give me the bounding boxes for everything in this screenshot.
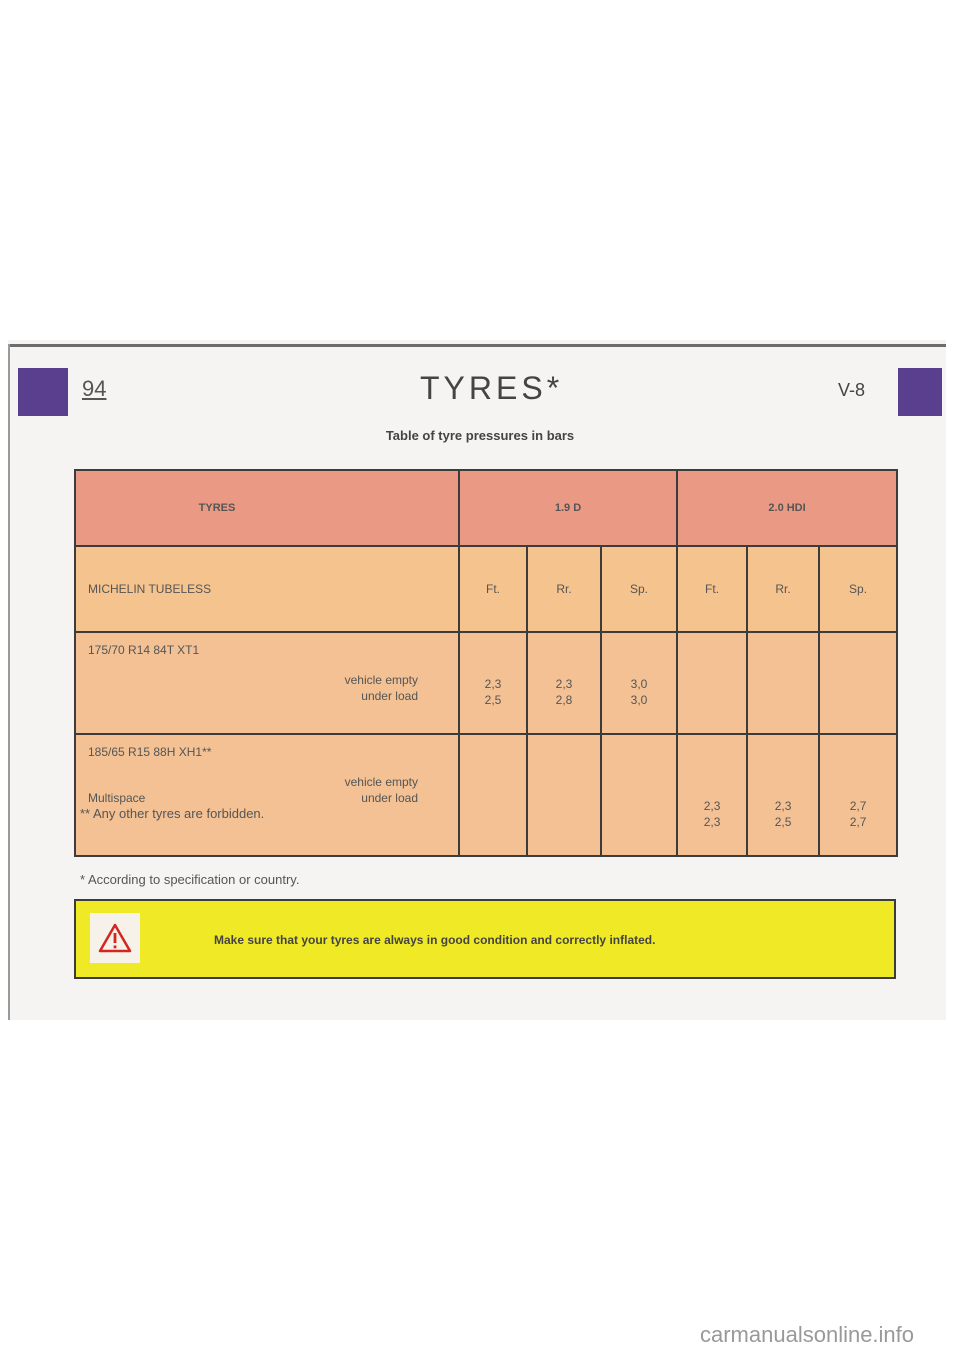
- page-title: TYRES*: [420, 370, 564, 406]
- pressure-cell: 2,3 2,5: [747, 734, 819, 856]
- subhead-sp: Sp.: [819, 546, 897, 632]
- condition-load: under load: [361, 689, 418, 703]
- warning-text: Make sure that your tyres are always in good condition and correctly inflated.: [214, 933, 656, 947]
- variant-note: Multispace: [88, 791, 146, 805]
- top-rule: [8, 344, 946, 347]
- pressure-cell: [677, 632, 747, 734]
- pressure-cell: [601, 734, 677, 856]
- pressure-cell: 3,0 3,0: [601, 632, 677, 734]
- table-caption: Table of tyre pressures in bars: [385, 428, 575, 443]
- pressure-cell: [459, 734, 527, 856]
- header-engine-2: 2.0 HDI: [677, 470, 897, 546]
- page-number: 94: [82, 376, 107, 401]
- brand-label: MICHELIN TUBELESS: [75, 546, 459, 632]
- left-rule: [8, 344, 10, 1020]
- table-row: [75, 632, 897, 734]
- pressure-cell: 2,3 2,3: [677, 734, 747, 856]
- pressure-cell: [747, 632, 819, 734]
- pressure-cell: 2,7 2,7: [819, 734, 897, 856]
- subhead-rr: Rr.: [747, 546, 819, 632]
- tyre-size: 185/65 R15 88H XH1**: [88, 745, 212, 759]
- header-engine-1: 1.9 D: [459, 470, 677, 546]
- tyre-pressure-table: [74, 469, 898, 857]
- pressure-cell: [527, 734, 601, 856]
- condition-empty: vehicle empty: [344, 673, 418, 687]
- footnote-forbidden: ** Any other tyres are forbidden.: [80, 806, 265, 821]
- tyre-size-cell: [75, 632, 459, 734]
- table-row: [75, 734, 897, 856]
- watermark: carmanualsonline.info: [700, 1322, 915, 1347]
- warning-box: [74, 899, 896, 979]
- pressure-cell: 2,3 2,8: [527, 632, 601, 734]
- header-tyres: TYRES: [75, 470, 459, 546]
- subhead-rr: Rr.: [527, 546, 601, 632]
- section-code: V-8: [838, 380, 866, 400]
- pressure-cell: 2,3 2,5: [459, 632, 527, 734]
- condition-empty: vehicle empty: [344, 775, 418, 789]
- page-tab-left: [18, 368, 68, 416]
- condition-load: under load: [361, 791, 418, 805]
- footnote-specification: * According to specification or country.: [80, 872, 300, 887]
- subhead-ft: Ft.: [677, 546, 747, 632]
- page-tab-right: [898, 368, 942, 416]
- tyre-size-cell: [75, 734, 459, 856]
- tyre-size: 175/70 R14 84T XT1: [88, 643, 200, 657]
- warning-triangle-icon: [90, 913, 140, 963]
- pressure-cell: [819, 632, 897, 734]
- subhead-sp: Sp.: [601, 546, 677, 632]
- subhead-ft: Ft.: [459, 546, 527, 632]
